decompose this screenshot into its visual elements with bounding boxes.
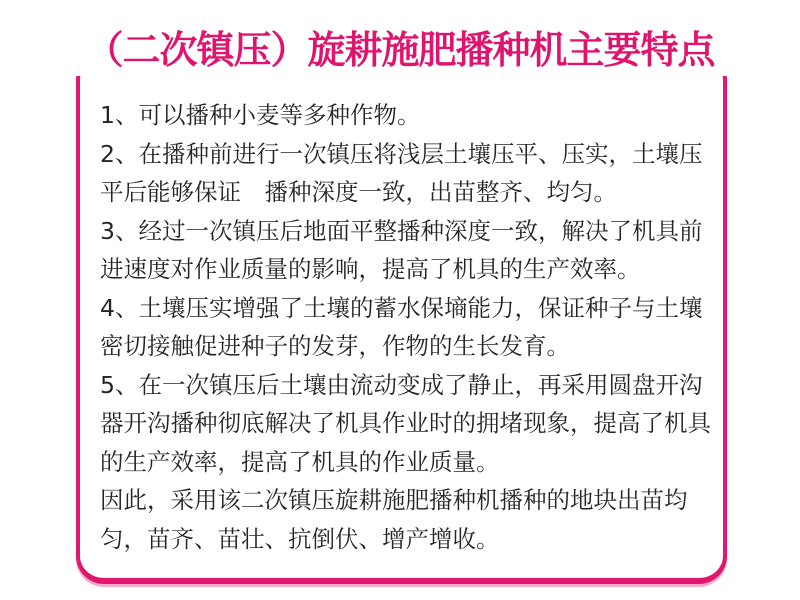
text-line: 匀，苗齐、苗壮、抗倒伏、增产增收。 bbox=[100, 524, 500, 553]
text-line: 5、在一次镇压后土壤由流动变成了静止，再采用圆盘开沟 bbox=[100, 370, 703, 399]
text-line: 的生产效率，提高了机具的作业质量。 bbox=[100, 447, 500, 476]
text-line: 2、在播种前进行一次镇压将浅层土壤压平、压实，土壤压 bbox=[100, 139, 703, 168]
text-line: 器开沟播种彻底解决了机具作业时的拥堵现象，提高了机具 bbox=[100, 409, 711, 437]
text-line: 1、可以播种小麦等多种作物。 bbox=[100, 101, 421, 129]
text-line: 因此，采用该二次镇压旋耕施肥播种机播种的地块出苗均 bbox=[100, 486, 688, 514]
text-line: 密切接触促进种子的发芽，作物的生长发育。 bbox=[100, 332, 570, 360]
text-line: 4、土壤压实增强了土壤的蓄水保墒能力，保证种子与土壤 bbox=[100, 293, 703, 322]
page-title: （二次镇压）旋耕施肥播种机主要特点 bbox=[73, 24, 726, 76]
text-line: 平后能够保证 播种深度一致，出苗整齐、均匀。 bbox=[100, 178, 617, 206]
feature-text-block bbox=[100, 96, 712, 558]
title-row bbox=[0, 24, 800, 76]
text-line: 进速度对作业质量的影响，提高了机具的生产效率。 bbox=[100, 255, 641, 283]
text-line: 3、经过一次镇压后地面平整播种深度一致，解决了机具前 bbox=[100, 216, 703, 245]
